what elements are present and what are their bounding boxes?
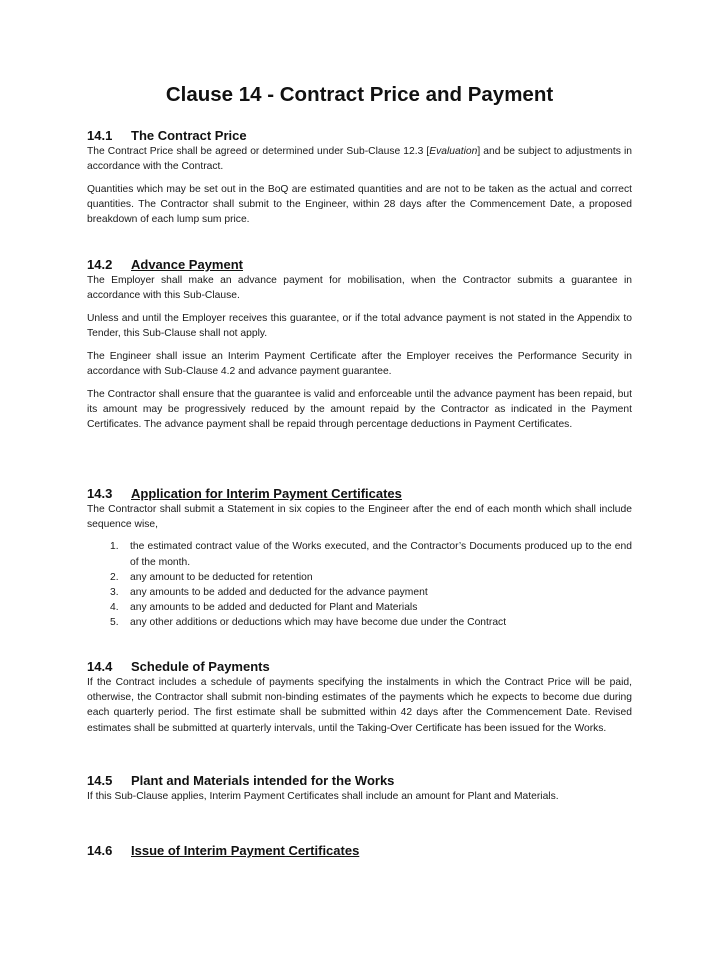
section-heading bbox=[87, 128, 632, 144]
section-title: Schedule of Payments bbox=[131, 659, 270, 674]
section-title: Plant and Materials intended for the Works bbox=[131, 773, 395, 788]
numbered-list bbox=[87, 539, 632, 630]
list-item-number: 3. bbox=[110, 587, 119, 599]
list-item-number: 2. bbox=[110, 571, 119, 583]
section-heading bbox=[87, 257, 632, 273]
list-item-text: any amount to be deducted for retention bbox=[130, 571, 313, 583]
document-title: Clause 14 - Contract Price and Payment bbox=[165, 83, 554, 106]
paragraph: The Contractor shall submit a Statement in six copies to the Engineer after the end of each month which shall include sequence wise, bbox=[87, 504, 632, 531]
paragraph: The Engineer shall issue an Interim Payment Certificate after the Employer receives the Performance Security in accordance with Sub-Clause 4.2 and advance payment guarantee. bbox=[87, 350, 632, 378]
list-item-text: any amounts to be added and deducted for Plant and Materials bbox=[130, 602, 418, 614]
section-title: Issue of Interim Payment Certificates bbox=[131, 843, 360, 858]
paragraph: The Contractor shall ensure that the guarantee is valid and enforceable until the advance payment has been repaid, but its amount may be progressively reduced by the amount repaid by the Contractor as indicated in the Payment Certificates. The advance payment shall be repaid through percentage deductions in Payment Certificates. bbox=[87, 388, 632, 431]
section-14-6 bbox=[87, 843, 632, 859]
section-heading bbox=[87, 659, 632, 675]
list-item-number: 4. bbox=[110, 602, 119, 614]
list-item bbox=[87, 615, 632, 630]
list-item-text: any amounts to be added and deducted for the advance payment bbox=[130, 587, 428, 599]
list-item-text: any other additions or deductions which may have become due under the Contract bbox=[130, 617, 507, 629]
paragraph: Unless and until the Employer receives this guarantee, or if the total advance payment is not stated in the Appendix to Tender, this Sub-Clause shall not apply. bbox=[87, 312, 632, 340]
section-number: 14.5 bbox=[87, 773, 113, 788]
section-14-4 bbox=[87, 659, 632, 736]
section-title: Application for Interim Payment Certificates bbox=[131, 486, 402, 501]
section-title: Advance Payment bbox=[131, 257, 243, 272]
section-heading bbox=[87, 843, 632, 859]
paragraph: If the Contract includes a schedule of payments specifying the instalments in which the Contract Price will be paid, otherwise, the Contractor shall submit non-binding estimates of the payments which he expects to become due during each quarterly period. The first estimate shall be submitted within 42 days after the Commencement Date. Revised estimates shall be submitted at quarterly intervals, until the Taking-Over Certificate has been issued for the Works. bbox=[87, 677, 632, 734]
section-number: 14.6 bbox=[87, 843, 113, 858]
section-number: 14.3 bbox=[87, 486, 113, 501]
list-item-number: 1. bbox=[110, 541, 119, 553]
section-number: 14.2 bbox=[87, 257, 113, 272]
section-title: The Contract Price bbox=[131, 128, 247, 143]
section-number: 14.1 bbox=[87, 128, 113, 143]
paragraph: The Contract Price shall be agreed or determined under Sub-Clause 12.3 [Evaluation] and be subject to adjustments in accordance with the Contract. bbox=[87, 146, 632, 173]
section-heading bbox=[87, 486, 632, 502]
paragraph: Quantities which may be set out in the BoQ are estimated quantities and are not to be taken as the actual and correct quantities. The Contractor shall submit to the Engineer, within 28 days after the Commencement Date, a proposed breakdown of each lump sum price. bbox=[87, 183, 632, 226]
section-number: 14.4 bbox=[87, 659, 113, 674]
section-14-1 bbox=[87, 128, 632, 228]
section-14-5 bbox=[87, 773, 632, 804]
section-14-3 bbox=[87, 486, 632, 631]
list-item bbox=[87, 600, 632, 615]
list-item-number: 5. bbox=[110, 617, 119, 629]
paragraph: If this Sub-Clause applies, Interim Payment Certificates shall include an amount for Plant and Materials. bbox=[87, 791, 559, 802]
list-item bbox=[87, 570, 632, 585]
section-heading bbox=[87, 773, 632, 789]
section-14-2 bbox=[87, 257, 632, 432]
list-item bbox=[87, 585, 632, 600]
list-item-text: the estimated contract value of the Works executed, and the Contractor’s Documents produced up to the end of the month. bbox=[130, 541, 632, 568]
list-item bbox=[87, 539, 632, 569]
paragraph: The Employer shall make an advance payment for mobilisation, when the Contractor submits a guarantee in accordance with this Sub-Clause. bbox=[87, 275, 632, 302]
emphasis-text: Evaluation bbox=[429, 146, 478, 157]
